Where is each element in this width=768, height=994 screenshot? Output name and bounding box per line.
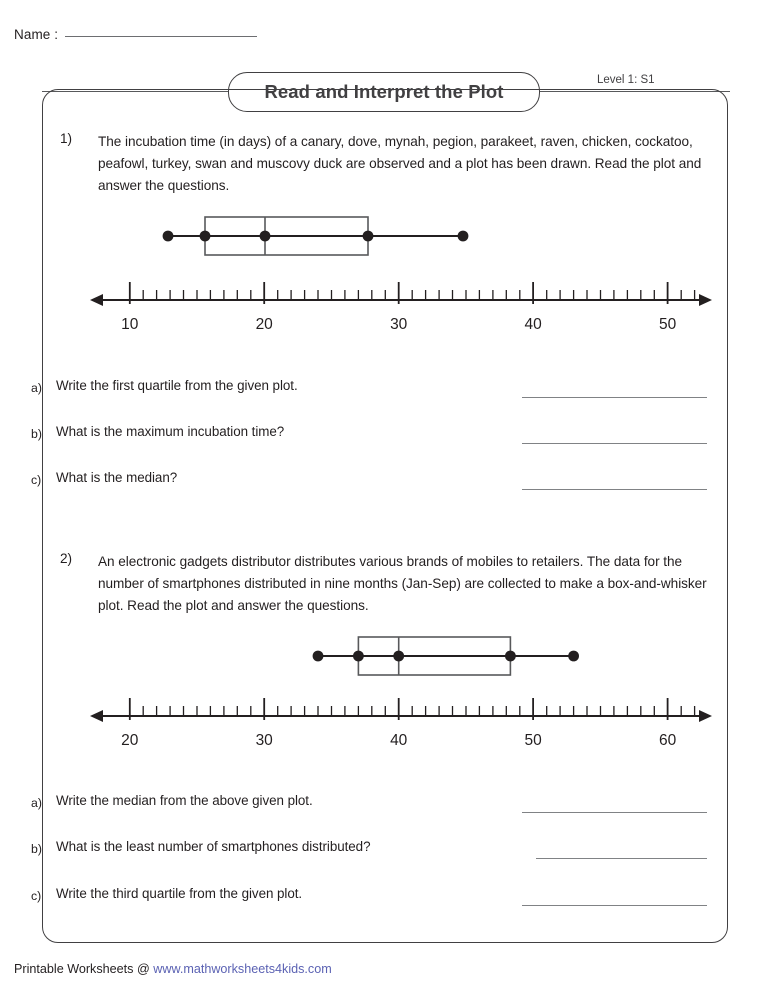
problem-1-question-a-text: Write the first quartile from the given plot. xyxy=(56,378,298,393)
problem-1-text: The incubation time (in days) of a canary, dove, mynah, pegion, parakeet, raven, chicken, cockatoo, peafowl, turkey, swan and muscovy duck are observed and a plot has been drawn. Read the plot and answer the questions. xyxy=(98,134,702,193)
axis-1-tick-label: 10 xyxy=(121,316,139,333)
problem-1-question-a-letter: a) xyxy=(31,381,42,395)
box-plot-1-glyph xyxy=(163,217,469,255)
problem-2-question-c-letter: c) xyxy=(31,889,42,903)
box-plot-2-glyph xyxy=(313,637,579,675)
footer-prefix: Printable Worksheets @ xyxy=(14,962,154,976)
page-title: Read and Interpret the Plot xyxy=(264,81,504,102)
problem-2-question-a xyxy=(0,793,686,819)
axis-2-tick-label: 50 xyxy=(524,732,542,749)
problem-1-answer-b[interactable] xyxy=(522,443,707,444)
problem-2-answer-b[interactable] xyxy=(536,858,707,859)
problem-2-question-a-letter: a) xyxy=(31,796,42,810)
name-input-rule[interactable] xyxy=(65,36,257,37)
problem-1-question-b xyxy=(0,424,686,450)
axis-1-tick-label: 50 xyxy=(658,316,677,333)
box-plot-2 xyxy=(86,628,716,758)
footer-url-link[interactable]: www.mathworksheets4kids.com xyxy=(153,962,332,976)
axis-1-tick-label: 40 xyxy=(524,316,542,333)
problem-2-answer-a[interactable] xyxy=(522,812,707,813)
problem-1-question-a xyxy=(0,378,686,404)
name-label: Name : xyxy=(14,27,59,42)
problem-2-question-b-letter: b) xyxy=(31,842,42,856)
footer xyxy=(14,962,332,976)
problem-2-question-c-text: Write the third quartile from the given plot. xyxy=(56,886,303,901)
problem-2-number: 2) xyxy=(60,551,73,566)
problem-1-question-b-letter: b) xyxy=(31,427,42,441)
problem-1-question-c xyxy=(0,470,686,496)
problem-2-question-b-text: What is the least number of smartphones distributed? xyxy=(56,839,371,854)
problem-1-question-c-letter: c) xyxy=(31,473,42,487)
problem-2-question-a-text: Write the median from the above given plot. xyxy=(56,793,313,808)
box-plot-2-svg xyxy=(86,628,716,753)
box-plot-1-svg xyxy=(86,212,716,337)
axis-2-tick-label: 30 xyxy=(255,732,273,749)
problem-2-question-c xyxy=(0,886,686,912)
problem-1-question-b-text: What is the maximum incubation time? xyxy=(56,424,285,439)
axis-2-tick-label: 20 xyxy=(121,732,139,749)
problem-2-answer-c[interactable] xyxy=(522,905,707,906)
problem-2-question-b xyxy=(0,839,686,865)
problem-1-answer-c[interactable] xyxy=(522,489,707,490)
axis-2-tick-label: 60 xyxy=(658,732,677,749)
problem-1-number: 1) xyxy=(60,131,73,146)
problem-1-question-c-text: What is the median? xyxy=(56,470,178,485)
level-badge: Level 1: S1 xyxy=(597,74,655,86)
box-plot-2-axis xyxy=(90,698,712,749)
problem-2-text: An electronic gadgets distributor distributes various brands of mobiles to retailers. The data for the number of smartphones distributed in nine months (Jan-Sep) are collected to make a box-and-whisker plot. Read the plot and answer the questions. xyxy=(98,554,707,613)
box-plot-1-axis xyxy=(90,282,712,333)
problem-1-answer-a[interactable] xyxy=(522,397,707,398)
axis-2-tick-label: 40 xyxy=(390,732,408,749)
box-plot-1 xyxy=(86,212,716,342)
name-row xyxy=(14,27,257,42)
axis-1-tick-label: 30 xyxy=(390,316,408,333)
axis-1-tick-label: 20 xyxy=(255,316,273,333)
